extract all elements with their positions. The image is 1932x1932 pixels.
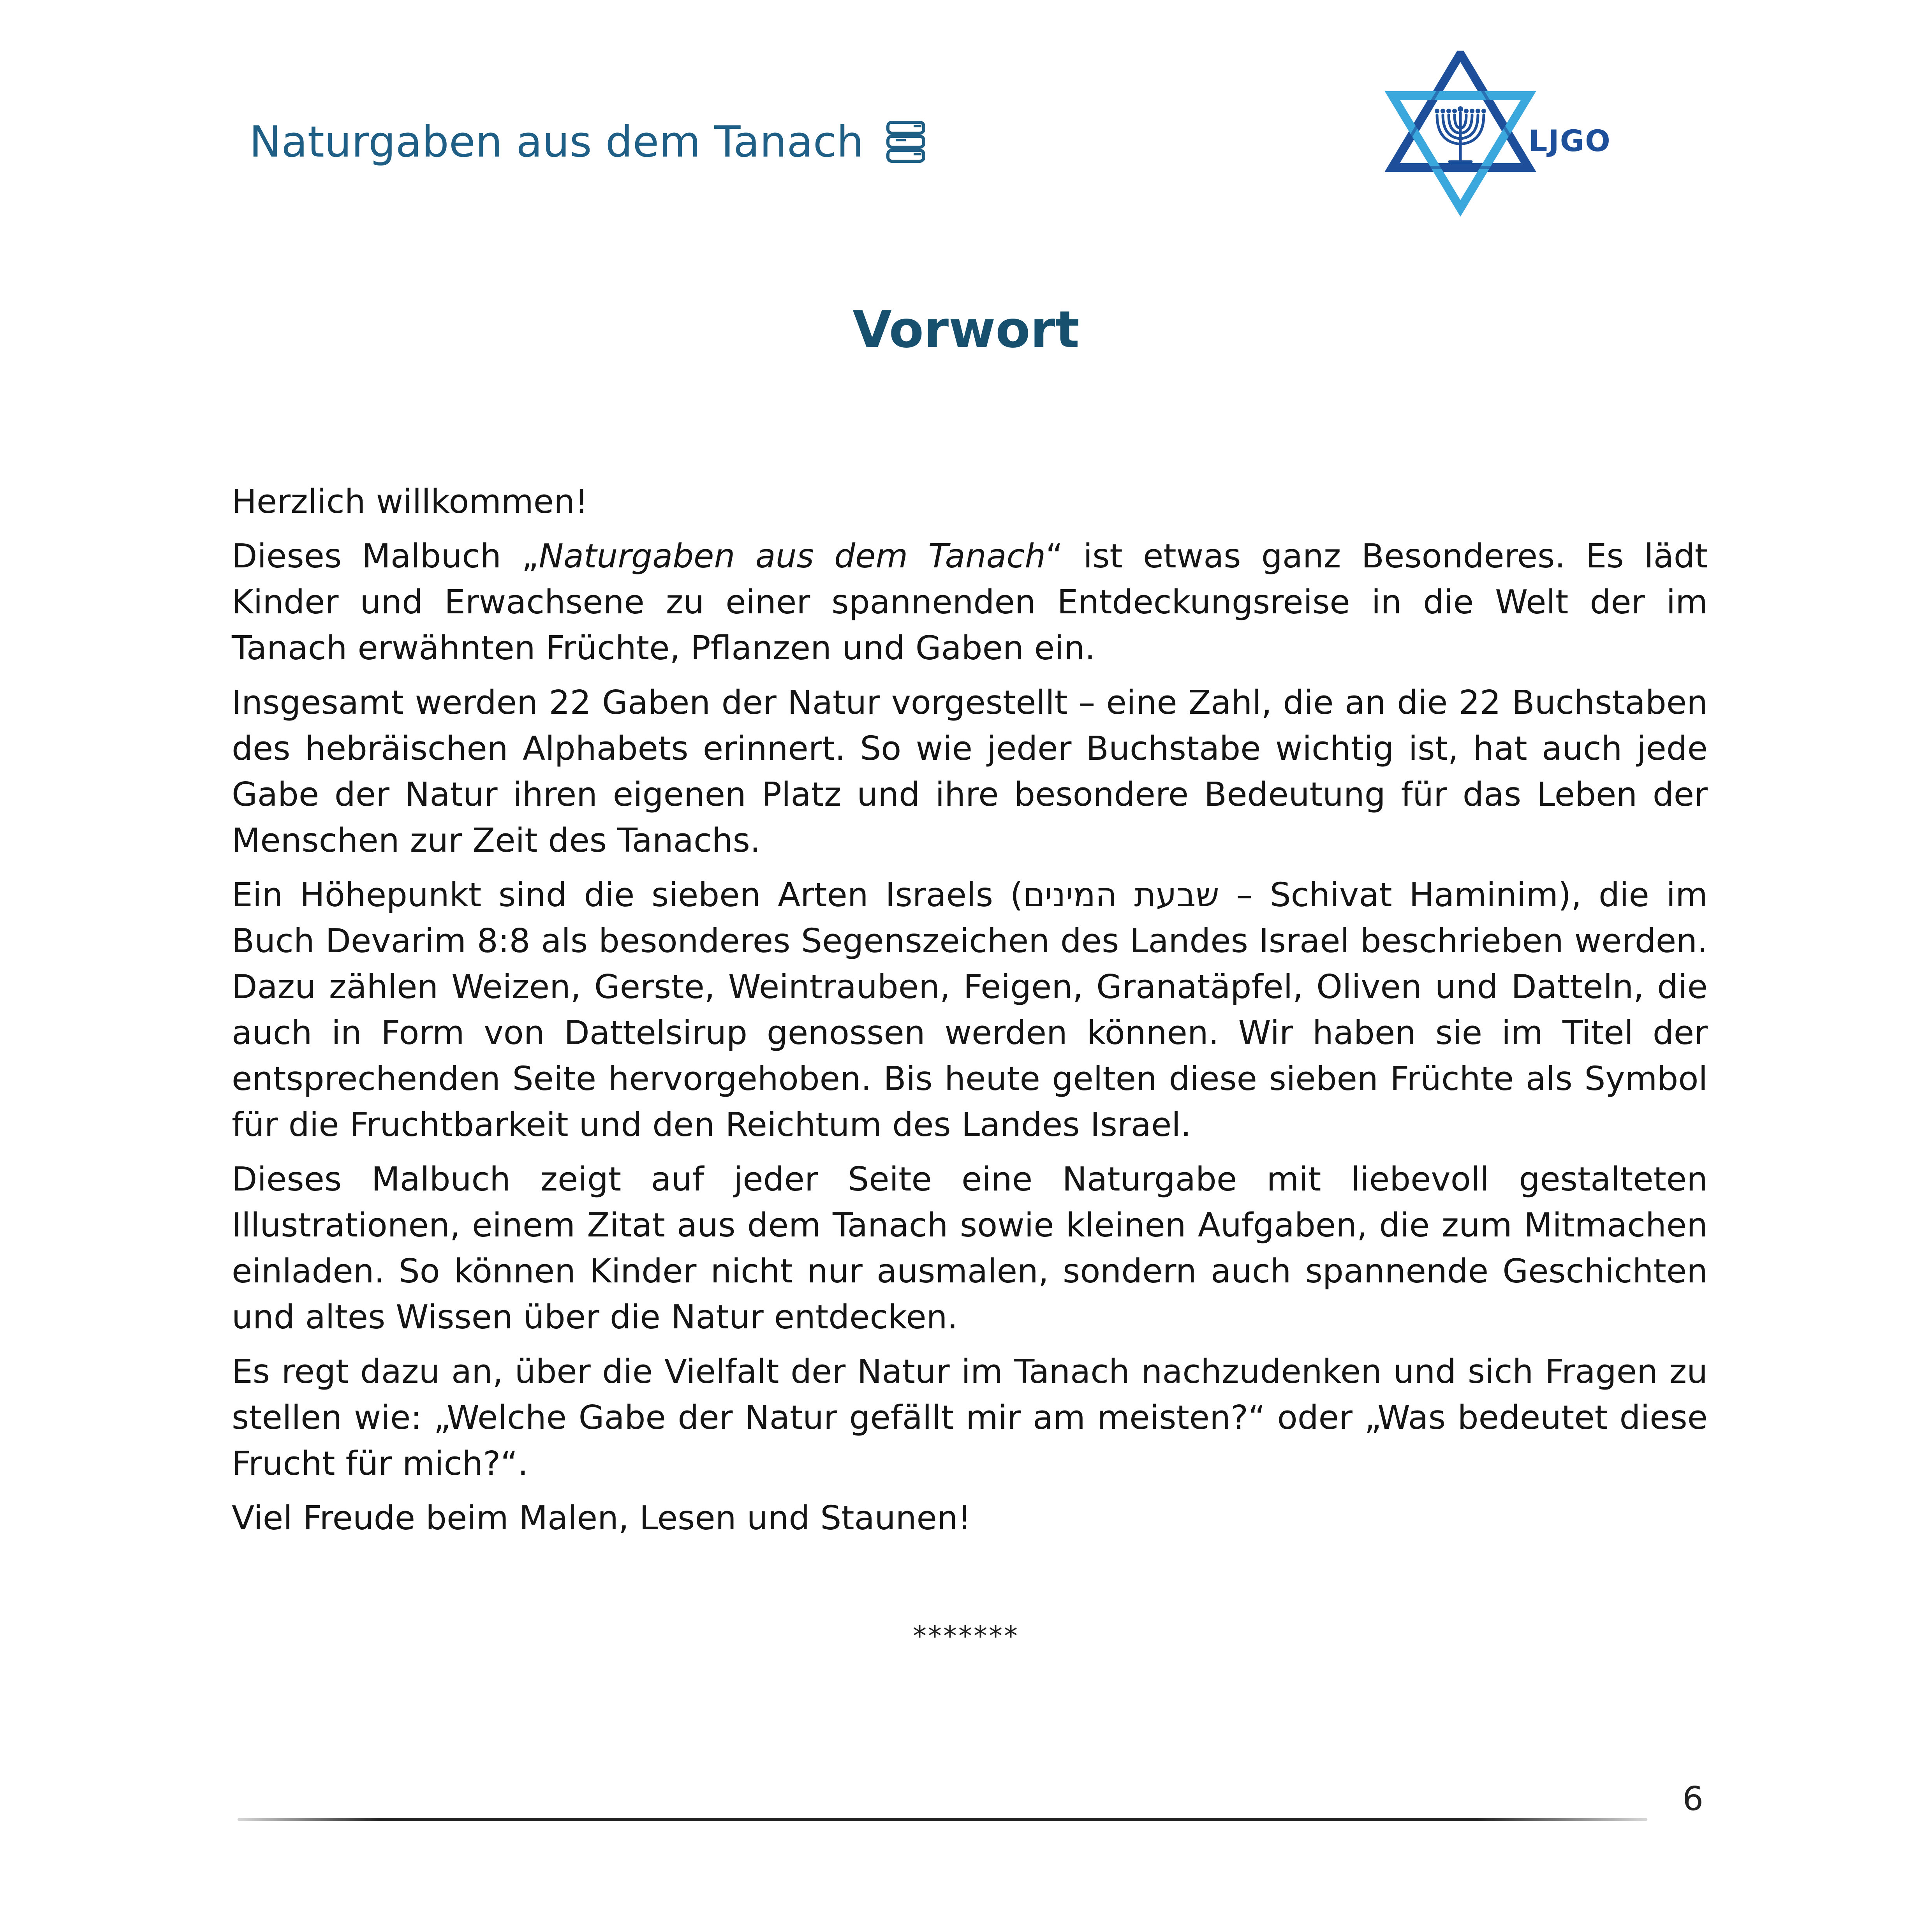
greeting-paragraph: Herzlich willkommen! <box>232 483 588 521</box>
footer-divider <box>238 1818 1647 1821</box>
paragraph-intro <box>232 534 1708 671</box>
header-title-text: Naturgaben aus dem Tanach <box>249 117 864 167</box>
star-of-david-menorah-logo <box>1379 51 1628 238</box>
paragraph-seven-species-end: – Schivat Haminim), die im Buch Devarim 8:8 als besonderes Segenszeichen des Landes Israel beschrieben werden. Dazu zählen Weizen, Gerste, Weintrauben, Feigen, Granatäpfel, Oliven und Datteln, die auch in Form von Dattelsirup genossen werden können. Wir haben sie im Titel der entsprechenden Seite hervorgehoben. Bis heute gelten diese sieben Früchte als Symbol für die Fruchtbarkeit und den Reichtum des Landes Israel. <box>232 876 1708 1144</box>
paragraph-seven-species <box>232 872 1708 1148</box>
books-icon <box>882 118 929 165</box>
paragraph-intro-end: “ ist etwas ganz Besonderes. Es lädt Kinder und Erwachsene zu einer spannenden Entdeckungsreise in die Welt der im Tanach erwähnten Früchte, Pflanzen und Gaben ein. <box>232 537 1708 667</box>
foreword-body <box>232 479 1708 1550</box>
paragraph-intro-start: Dieses Malbuch „ <box>232 537 539 576</box>
header-title <box>249 117 929 167</box>
paragraph-questions: Es regt dazu an, über die Vielfalt der Natur im Tanach nachzudenken und sich Fragen zu stellen wie: „Welche Gabe der Natur gefällt mir am meisten?“ oder „Was bedeutet diese Frucht für mich?“. <box>232 1353 1708 1483</box>
page-heading: Vorwort <box>852 300 1080 359</box>
paragraph-22-gifts: Insgesamt werden 22 Gaben der Natur vorgestellt – eine Zahl, die an die 22 Buchstaben des hebräischen Alphabets erinnert. So wie jeder Buchstabe wichtig ist, hat auch jede Gabe der Natur ihren eigenen Platz und ihre besondere Bedeutung für das Leben der Menschen zur Zeit des Tanachs. <box>232 683 1708 860</box>
paragraph-seven-species-start: Ein Höhepunkt sind die sieben Arten Israels ( <box>232 876 1023 914</box>
book-title-italic: Naturgaben aus dem Tanach <box>539 537 1046 576</box>
paragraph-coloring-book: Dieses Malbuch zeigt auf jeder Seite eine Naturgabe mit liebevoll gestalteten Illustrationen, einem Zitat aus dem Tanach sowie kleinen Aufgaben, die zum Mitmachen einladen. So können Kinder nicht nur ausmalen, sondern auch spannende Geschichten und altes Wissen über die Natur entdecken. <box>232 1160 1708 1337</box>
page-number: 6 <box>1682 1780 1704 1818</box>
logo-text: LJGO <box>1529 123 1611 158</box>
separator-stars: ******* <box>913 1620 1019 1652</box>
closing-paragraph: Viel Freude beim Malen, Lesen und Staunen! <box>232 1499 971 1537</box>
hebrew-term: שבעת המינים <box>1023 876 1219 914</box>
